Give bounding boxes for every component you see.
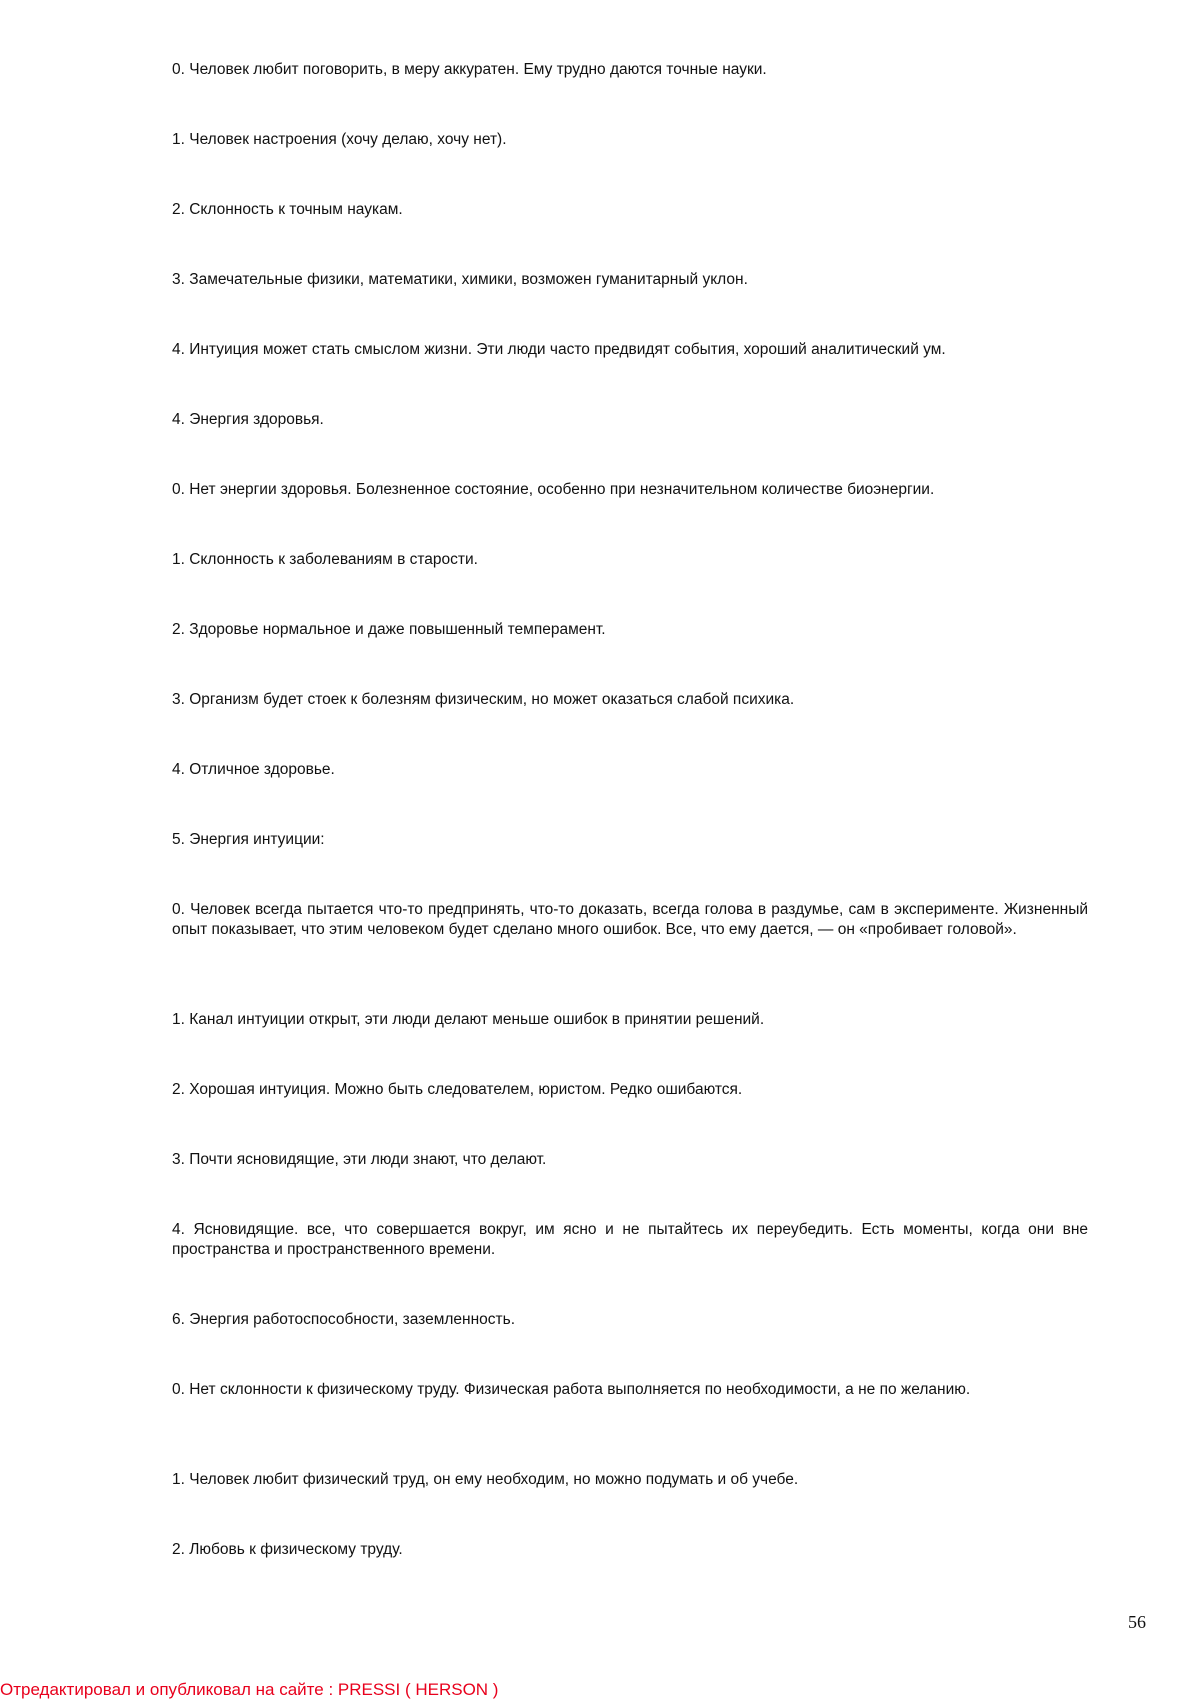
section-heading: 4. Энергия здоровья. xyxy=(172,410,1088,430)
paragraph: 2. Здоровье нормальное и даже повышенный темперамент. xyxy=(172,620,1088,640)
footer-credit: Отредактировал и опубликовал на сайте : PRESSI ( HERSON ) xyxy=(0,1680,498,1700)
paragraph: 4. Интуиция может стать смыслом жизни. Эти люди часто предвидят события, хороший аналитический ум. xyxy=(172,340,1088,360)
paragraph: 1. Человек настроения (хочу делаю, хочу нет). xyxy=(172,130,1088,150)
paragraph: 2. Хорошая интуиция. Можно быть следователем, юристом. Редко ошибаются. xyxy=(172,1080,1088,1100)
paragraph: 0. Человек всегда пытается что-то предпринять, что-то доказать, всегда голова в раздумье, сам в эксперименте. Жизненный опыт показывает, что этим человеком будет сделано много ошибок. Все, что ему дается, — он «пробивает головой». xyxy=(172,900,1088,940)
paragraph: 4. Ясновидящие. все, что совершается вокруг, им ясно и не пытайтесь их переубедить. Есть моменты, когда они вне пространства и пространственного времени. xyxy=(172,1220,1088,1260)
paragraph: 1. Канал интуиции открыт, эти люди делают меньше ошибок в принятии решений. xyxy=(172,1010,1088,1030)
paragraph: 2. Любовь к физическому труду. xyxy=(172,1540,1088,1560)
paragraph: 3. Замечательные физики, математики, химики, возможен гуманитарный уклон. xyxy=(172,270,1088,290)
paragraph: 3. Почти ясновидящие, эти люди знают, что делают. xyxy=(172,1150,1088,1170)
page-number: 56 xyxy=(1128,1612,1146,1632)
paragraph: 0. Нет склонности к физическому труду. Физическая работа выполняется по необходимости, а не по желанию. xyxy=(172,1380,1088,1400)
paragraph: 1. Человек любит физический труд, он ему необходим, но можно подумать и об учебе. xyxy=(172,1470,1088,1490)
section-heading: 6. Энергия работоспособности, заземленность. xyxy=(172,1310,1088,1330)
paragraph: 3. Организм будет стоек к болезням физическим, но может оказаться слабой психика. xyxy=(172,690,1088,710)
section-heading: 5. Энергия интуиции: xyxy=(172,830,1088,850)
paragraph: 0. Нет энергии здоровья. Болезненное состояние, особенно при незначительном количестве биоэнергии. xyxy=(172,480,1088,500)
paragraph: 1. Склонность к заболеваниям в старости. xyxy=(172,550,1088,570)
paragraph: 2. Склонность к точным наукам. xyxy=(172,200,1088,220)
paragraph: 4. Отличное здоровье. xyxy=(172,760,1088,780)
paragraph: 0. Человек любит поговорить, в меру аккуратен. Ему трудно даются точные науки. xyxy=(172,60,1088,80)
document-page xyxy=(0,0,1200,1698)
